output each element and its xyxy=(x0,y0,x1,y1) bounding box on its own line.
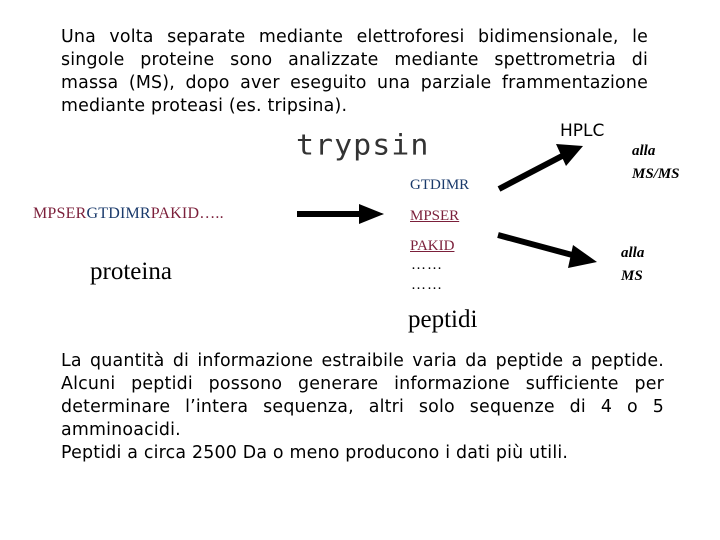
arrow-to-peptides xyxy=(297,204,384,224)
peptides-label: peptidi xyxy=(408,306,478,333)
destination-ms-line2: MS xyxy=(621,268,643,284)
peptide-gtdimr: GTDIMR xyxy=(410,177,470,193)
destination-msms-line1: alla xyxy=(632,143,656,159)
arrow-to-ms xyxy=(498,235,597,268)
sequence-part-mpser: MPSER xyxy=(33,205,87,222)
trypsin-label: trypsin xyxy=(296,128,430,163)
protein-label: proteina xyxy=(90,258,172,285)
outro-text-1: La quantità di informazione estraibile varia da peptide a peptide. Alcuni peptidi possono generare informazione sufficiente per determinare l’intera sequenza, altri solo sequenze di 4 o 5 amminoacidi. xyxy=(61,351,664,440)
peptide-mpser: MPSER xyxy=(410,208,460,224)
peptide-ellipsis-1: …… xyxy=(411,257,443,273)
outro-text-2: Peptidi a circa 2500 Da o meno producono i dati più utili. xyxy=(61,443,569,463)
arrow-to-hplc xyxy=(499,144,583,189)
sequence-part-gtdimr: GTDIMR xyxy=(86,205,151,222)
sequence-part-pakid: PAKID….. xyxy=(150,205,224,222)
peptide-pakid: PAKID xyxy=(410,238,455,254)
peptide-ellipsis-2: …… xyxy=(411,277,443,293)
destination-msms-line2: MS/MS xyxy=(632,166,680,182)
intro-text: Una volta separate mediante elettroforesi bidimensionale, le singole proteine sono analizzate mediante spettrometria di massa (MS), dopo aver eseguito una parziale frammentazione mediante proteasi (es. tripsina). xyxy=(61,27,648,116)
hplc-label: HPLC xyxy=(560,121,605,141)
outro-paragraph xyxy=(61,350,664,465)
destination-ms-line1: alla xyxy=(621,245,645,261)
